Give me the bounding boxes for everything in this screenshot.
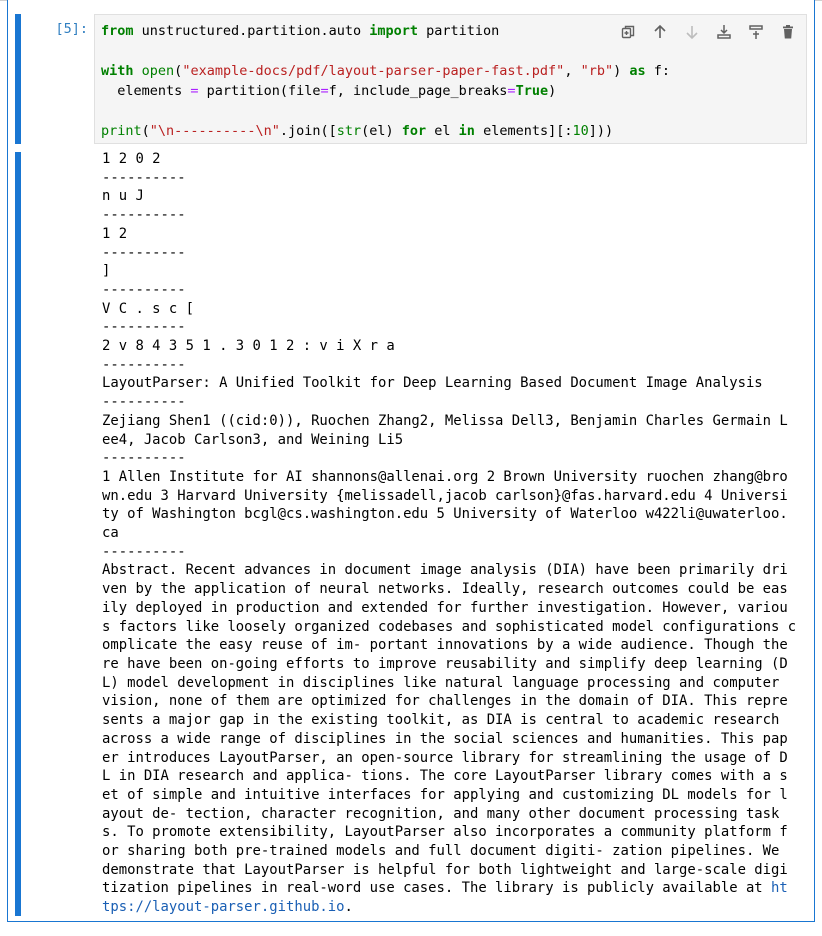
code-token: unstructured.partition.auto [133, 23, 370, 39]
code-token: (el) [361, 123, 402, 139]
output-line: s factors like loosely organized codebases and sophisticated model configurations c [102, 618, 797, 635]
string-literal: "\n----------\n" [149, 123, 280, 139]
output-line: ty of Washington bcgl@cs.washington.edu 5 University of Waterloo w422li@uwaterloo. [102, 506, 788, 523]
output-line: 2 v 8 4 3 5 1 . 3 0 1 2 : v i X r a [102, 338, 395, 355]
keyword: in [458, 123, 475, 139]
output-line: tization pipelines in real-word use cases. The library is publicly available at [102, 880, 772, 897]
output-line: L in DIA research and applica- tions. The core LayoutParser library comes with a s [102, 768, 788, 785]
output-line: ily deployed in production and extended for further investigation. However, variou [102, 599, 788, 616]
output-line: ---------- [102, 244, 186, 261]
output-line: Zejiang Shen1 ((cid:0)), Ruochen Zhang2, Melissa Dell3, Benjamin Charles Germain L [102, 412, 788, 429]
output-line: er introduces LayoutParser, an open-source library for streamlining the usage of D [102, 749, 788, 766]
output-line: 1 2 0 2 [102, 151, 161, 167]
string-literal: "example-docs/pdf/layout-parser-paper-fast.pdf" [182, 63, 565, 79]
builtin: str [336, 123, 362, 139]
delete-icon[interactable] [778, 23, 798, 41]
keyword: for [401, 123, 427, 139]
output-collapser[interactable] [15, 152, 21, 916]
code-token: ( [141, 123, 150, 139]
builtin: open [141, 63, 175, 79]
code-token: f, include_page_breaks [328, 83, 508, 99]
code-editor[interactable] [94, 14, 807, 144]
builtin: print [101, 123, 142, 139]
output-line: n u J [102, 188, 144, 205]
code-token: , [564, 63, 581, 79]
output-line: LayoutParser: A Unified Toolkit for Deep Learning Based Document Image Analysis [102, 375, 763, 392]
code-token: .join([ [279, 123, 337, 139]
output-line: vision, none of them are optimized for challenges in the domain of DIA. This repre [102, 693, 788, 710]
move-up-icon[interactable] [650, 23, 670, 41]
operator: = [190, 83, 199, 99]
output-line: wn.edu 3 Harvard University {melissadell,jacob carlson}@fas.harvard.edu 4 Universi [102, 487, 788, 504]
output-text-end: . [344, 899, 353, 916]
insert-below-icon[interactable] [714, 23, 734, 41]
cell-output [102, 150, 814, 917]
code-token: elements [101, 83, 191, 99]
code-token: ) [613, 63, 630, 79]
insert-above-icon[interactable] [746, 23, 766, 41]
code-token: partition [418, 23, 500, 39]
keyword: with [101, 63, 134, 79]
code-token: el [426, 123, 459, 139]
output-link[interactable]: ht [771, 880, 788, 897]
output-line: across a wide range of disciplines in the social sciences and humanities. This pap [102, 730, 788, 747]
output-line: Abstract. Recent advances in document image analysis (DIA) have been primarily dri [102, 562, 788, 579]
operator: = [320, 83, 329, 99]
output-line: ---------- [102, 394, 186, 411]
output-line: ---------- [102, 450, 186, 467]
output-line: sents a major gap in the existing toolkit, as DIA is central to academic research [102, 712, 780, 729]
operator: = [507, 83, 516, 99]
output-line: et of simple and intuitive interfaces for applying and customizing DL models for l [102, 786, 788, 803]
output-line: 1 Allen Institute for AI shannons@allenai.org 2 Brown University ruochen zhang@bro [102, 468, 788, 485]
move-down-icon[interactable] [682, 23, 702, 41]
code-text[interactable] [101, 21, 670, 141]
output-line: omplicate the easy reuse of im- portant innovations by a wide audience. Though the [102, 637, 788, 654]
code-token: partition(file [198, 83, 321, 99]
output-line: ---------- [102, 543, 186, 560]
keyword: True [515, 83, 549, 99]
output-line: ven by the application of neural networks. Ideally, research outcomes could be eas [102, 581, 788, 598]
output-line: ---------- [102, 207, 186, 224]
output-line: L) model development in disciplines like natural language processing and computer [102, 674, 780, 691]
code-token: ])) [588, 123, 614, 139]
output-line: ] [102, 263, 111, 280]
output-line: ---------- [102, 319, 186, 336]
input-collapser[interactable] [15, 14, 21, 144]
output-line: 1 2 [102, 225, 128, 242]
code-token: elements][: [474, 123, 573, 139]
code-token: ) [548, 83, 557, 99]
output-line: ---------- [102, 169, 186, 186]
keyword: import [369, 23, 418, 39]
output-line: re have been on-going efforts to improve reusability and simplify deep learning (D [102, 655, 788, 672]
output-line: ee4, Jacob Carlson3, and Weining Li5 [102, 431, 404, 448]
code-token: ( [174, 63, 183, 79]
output-line: ca [102, 525, 119, 542]
cell-toolbar [618, 23, 798, 41]
number-literal: 10 [572, 123, 589, 139]
duplicate-icon[interactable] [618, 23, 638, 41]
execution-count-prompt: [5]: [55, 21, 88, 37]
output-line: ---------- [102, 281, 186, 298]
output-line: ayout de- tection, character recognition, and many other document processing task [102, 805, 780, 822]
output-line: s. To promote extensibility, LayoutParser also incorporates a community platform f [102, 824, 788, 841]
output-line: V C . s c [ [102, 300, 194, 317]
output-link[interactable]: tps://layout-parser.github.io [102, 899, 345, 916]
code-token: f: [645, 63, 671, 79]
keyword: from [101, 23, 134, 39]
keyword: as [629, 63, 646, 79]
string-literal: "rb" [580, 63, 614, 79]
output-line: ---------- [102, 356, 186, 373]
output-line: demonstrate that LayoutParser is helpful for both lightweight and large-scale digi [102, 861, 788, 878]
output-text [102, 151, 796, 896]
output-line: or sharing both pre-trained models and full document digiti- zation pipelines. We [102, 843, 780, 860]
